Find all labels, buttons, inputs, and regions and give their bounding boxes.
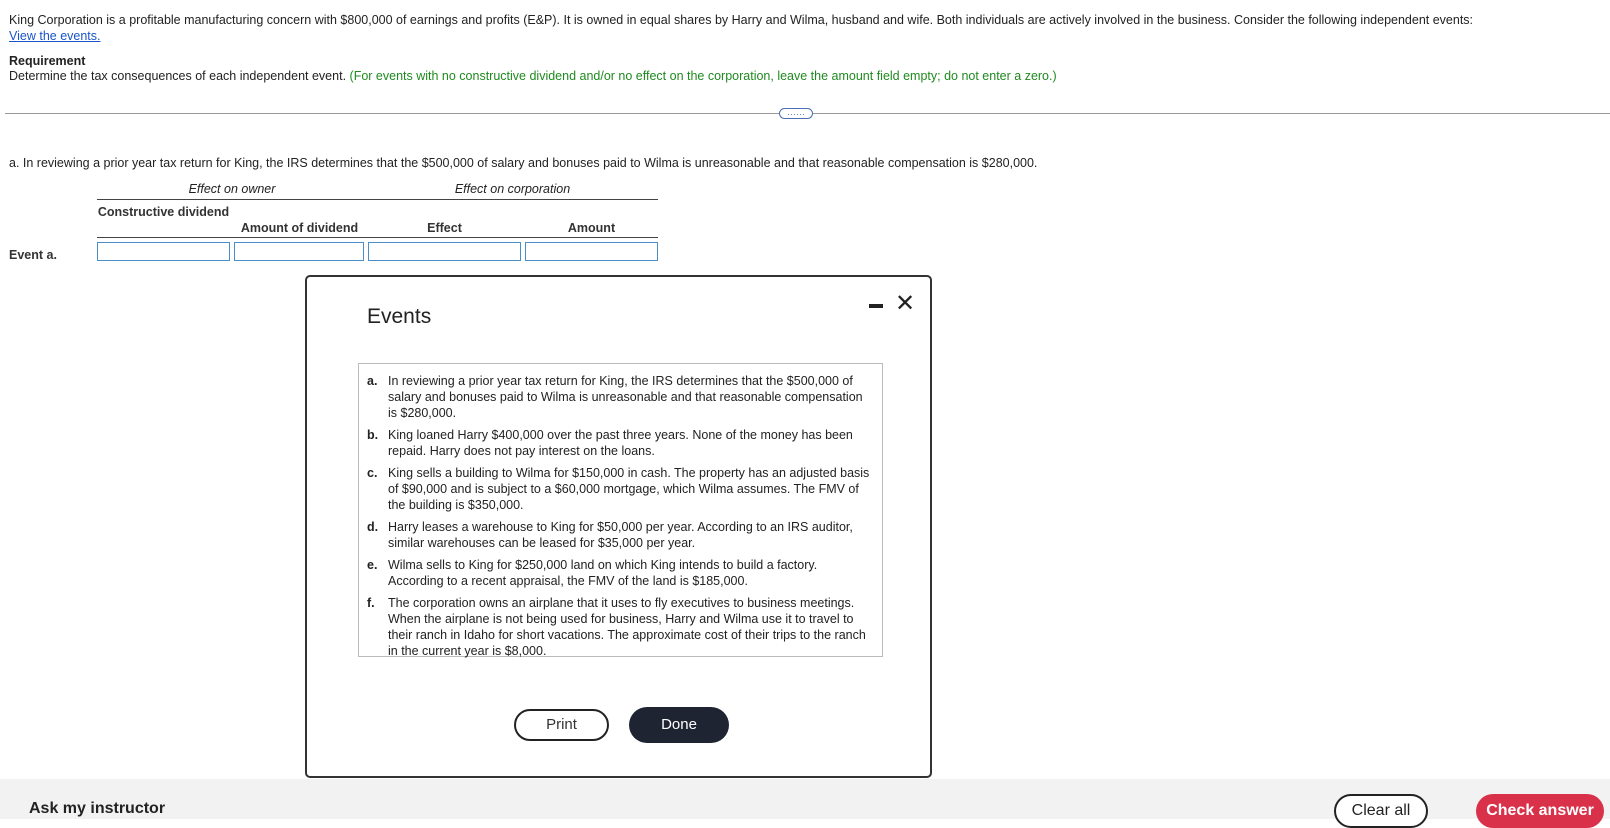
- ask-instructor-link[interactable]: Ask my instructor: [29, 800, 166, 817]
- check-answer-button[interactable]: Check answer: [1476, 794, 1604, 828]
- print-button[interactable]: Print: [514, 709, 609, 741]
- requirement-note: (For events with no constructive dividend and/or no effect on the corporation, leave the amount field empty; do not enter a zero.): [349, 69, 1057, 83]
- event-text: King sells a building to Wilma for $150,000 in cash. The property has an adjusted basis of $90,000 and is subject to a $60,000 mortgage, which Wilma assumes. The FMV of the building is $350,000.: [388, 466, 870, 512]
- clear-all-button[interactable]: Clear all: [1334, 794, 1428, 828]
- event-letter: d.: [367, 520, 379, 534]
- list-item: [367, 427, 874, 459]
- amount-input[interactable]: [525, 242, 658, 261]
- question-prompt: a. In reviewing a prior year tax return for King, the IRS determines that the $500,000 of salary and bonuses paid to Wilma is unreasonable and that reasonable compensation is $280,000.: [9, 156, 1038, 170]
- requirement-instruction: Determine the tax consequences of each independent event.: [9, 69, 347, 83]
- event-text: Harry leases a warehouse to King for $50,000 per year. According to an IRS auditor, similar warehouses can be leased for $35,000 per year.: [388, 520, 853, 550]
- done-button[interactable]: Done: [629, 707, 729, 743]
- amount-of-dividend-input[interactable]: [234, 242, 364, 261]
- column-header-rule: [97, 237, 658, 238]
- minimize-icon[interactable]: [869, 301, 883, 309]
- events-dialog: [305, 275, 932, 778]
- event-letter: f.: [367, 596, 375, 610]
- event-text: The corporation owns an airplane that it uses to fly executives to business meetings. When the airplane is not being used for business, Harry and Wilma use it to travel to their ranch in Idaho for short vacations. The approximate cost of their trips to the ranch in the current year is $8,000.: [388, 596, 866, 658]
- col-header-amount-of-dividend: Amount of dividend: [240, 221, 359, 235]
- effect-input[interactable]: [368, 242, 521, 261]
- col-header-effect: Effect: [427, 221, 462, 235]
- requirement-text: [9, 69, 1057, 83]
- constructive-dividend-input[interactable]: [97, 242, 230, 261]
- view-events-link[interactable]: View the events.: [9, 29, 101, 43]
- event-text: King loaned Harry $400,000 over the past three years. None of the money has been repaid. Harry does not pay interest on the loans.: [388, 428, 853, 458]
- close-icon[interactable]: ✕: [895, 290, 916, 317]
- expand-button[interactable]: ……: [779, 108, 813, 119]
- row-label-event-a: Event a.: [9, 248, 57, 262]
- list-item: [367, 595, 874, 659]
- event-letter: c.: [367, 466, 378, 480]
- events-list: [358, 363, 883, 657]
- effect-on-corporation-header: Effect on corporation: [367, 182, 658, 200]
- dialog-title: Events: [367, 305, 432, 328]
- effect-on-owner-header: Effect on owner: [97, 182, 367, 200]
- requirement-title: Requirement: [9, 54, 86, 68]
- event-text: Wilma sells to King for $250,000 land on which King intends to build a factory. According to a recent appraisal, the FMV of the land is $185,000.: [388, 558, 818, 588]
- problem-intro: [9, 12, 1599, 44]
- event-letter: a.: [367, 374, 378, 388]
- list-item: [367, 373, 874, 421]
- list-item: [367, 519, 874, 551]
- event-letter: b.: [367, 428, 379, 442]
- list-item: [367, 557, 874, 589]
- list-item: [367, 465, 874, 513]
- col-header-amount: Amount: [567, 221, 616, 235]
- intro-text: King Corporation is a profitable manufacturing concern with $800,000 of earnings and profits (E&P). It is owned in equal shares by Harry and Wilma, husband and wife. Both individuals are actively involved in the business. Consider the following independent events:: [9, 13, 1474, 27]
- event-letter: e.: [367, 558, 378, 572]
- event-text: In reviewing a prior year tax return for King, the IRS determines that the $500,000 of salary and bonuses paid to Wilma is unreasonable and that reasonable compensation is $280,000.: [388, 374, 863, 420]
- col-header-constructive-dividend: Constructive dividend: [97, 205, 230, 219]
